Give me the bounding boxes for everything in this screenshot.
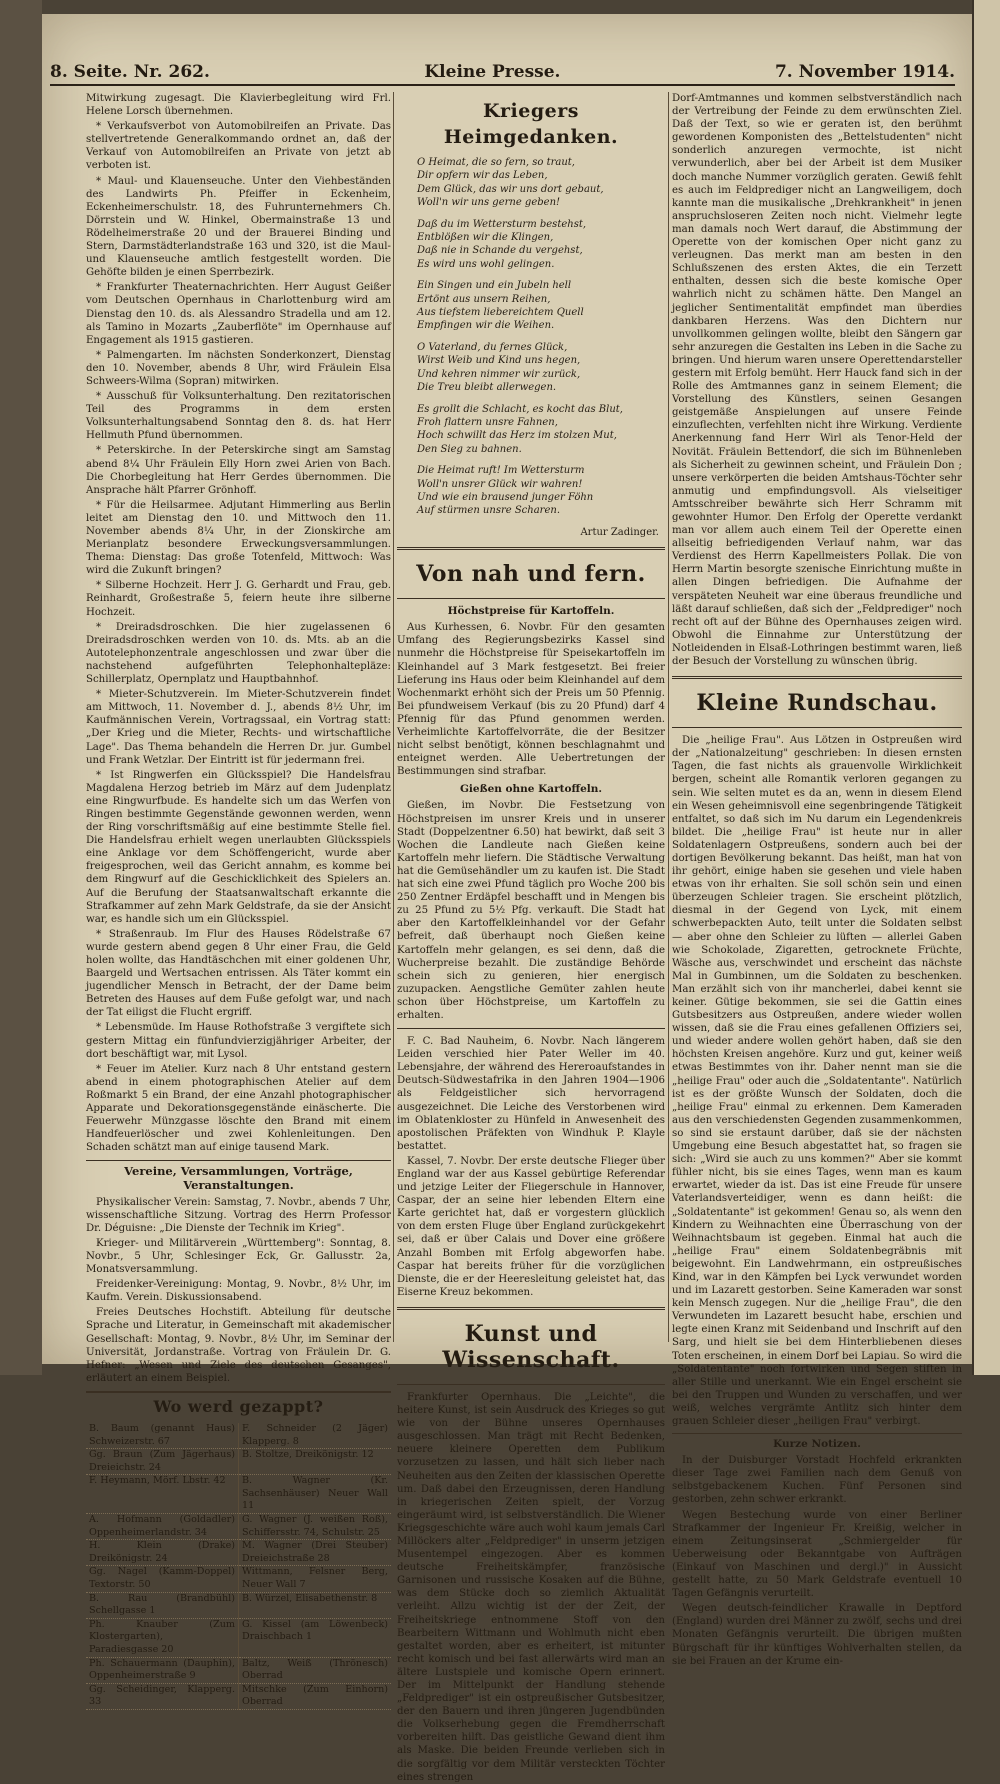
adjacent-page-edge <box>972 0 1000 1375</box>
poem-line: Daß du im Wettersturm bestehst, <box>417 218 587 230</box>
article-text: * Palmengarten. Im nächsten Sonderkonzert, Dienstag den 10. November, abends 8 Uhr, wird Fräulein Elsa Schweers-Wilma (Sopran) mitwirken. <box>86 349 391 387</box>
column-rule <box>668 92 669 1342</box>
poem-line: O Vaterland, du fernes Glück, <box>417 341 568 353</box>
poem-line: Den Sieg zu bahnen. <box>417 443 522 455</box>
poem-title: Kriegers Heimgedanken. <box>443 100 619 148</box>
table-cell: B. Rau (Brandbühl) Schellgasse 1 <box>86 1592 239 1618</box>
article-text: * Ist Ringwerfen ein Glücksspiel? Die Handelsfrau Magdalena Herzog betrieb im März auf dem Judenplatz eine Ringwurfbude. Es handelte sich um das Werfen von Ringen bestimmte Gegenstände gewonnen werden, wenn der Ring vorschriftsmäßig auf eine bestimmte Stelle fiel. Die Handelsfrau erhielt wegen unerlaubten Glücksspiels eine Anklage vor dem Schöffengericht, wurde aber freigesprochen, weil das Gericht annahm, es komme bei dem Ringwurf auf die Geschicklichkeit des Spielers an. Auf die Berufung der Staatsanwaltschaft erkannte die Strafkammer auf zehn Mark Geldstrafe, da sie der Ansicht war, es handle sich um ein Glücksspiel. <box>86 769 391 925</box>
section-heading: Kurze Notizen. <box>672 1433 962 1451</box>
poem-line: Froh flattern unsre Fahnen, <box>417 416 558 428</box>
article-text: Aus Kurhessen, 6. Novbr. Für den gesamten Umfang des Regierungsbezirks Kassel sind nunmehr die Höchstpreise für Speisekartoffeln im Kleinhandel auf 3 Mark festgesetzt. Bei freier Lieferung ins Haus oder beim Kleinhandel auf dem Wochenmarkt erhöht sich der Preis um 50 Pfennig. Bei pfundweisem Verkauf (bis zu 20 Pfund) darf 4 Pfennig für das Pfund genommen werden. Verheimlichte Kartoffelvorräte, die der Besitzer nicht selbst benötigt, können beschlagnahmt und enteignet werden. Alle Uebertretungen der Bestimmungen sind strafbar. <box>397 622 665 778</box>
article-text: * Dreiradsdroschken. Die hier zugelassenen 6 Dreiradsdroschken werden von 10. ds. Mts. ab an die Autotelephonzentrale angeschlossen und zwar über die nachstehend aufgeführten Telephonhaltepläze: Schillerplatz, Opernplatz und Hauptbahnhof. <box>86 621 391 686</box>
poem-line: Die Heimat ruft! Im Wettersturm <box>417 465 585 477</box>
poem <box>397 156 665 518</box>
article-text: Dorf-Amtmannes und kommen selbstverständlich nach der Vertreibung der Feinde zu dem erwünschten Ziel. Daß der Text, so wie er geraten ist, den berühmt gewordenen Komponisten des „Bettelstudenten" nicht sonderlich anzuregen vermochte, ist nicht verwunderlich, aber bei der Arbeit ist dem Musiker doch manche Nummer vorzüglich geraten. Gewiß fehlt es auch im Feldprediger nicht an Langweiligem, doch kannte man die musikalische „Drehkrankheit" in jenen anspruchsloseren Zeiten noch nicht. Vielmehr legte man damals noch Wert darauf, die Abstimmung der Operette von der komischen Oper nicht ganz zu verleugnen. Das merkt man am besten in den Schlußszenen des ersten Aktes, die ein Terzett enthalten, dessen sich die beste komische Oper wahrlich nicht zu schämen hätte. Den Mangel an jeglicher Sentimentalität empfindet man überdies dankbaren Herzens. Was den Dichtern nur unvollkommen gelingen wollte, bleibt den Sängern gar sehr anzuregen die Gestalten ins Leben in die Sache zu bringen. Und hierum waren unsere Operettendarsteller gestern mit Erfolg bemüht. Herr Hauck fand sich in der Rolle des Amtmannes ganz in seinem Element; die Vorstellung des Künstlers, seinen Gesangen geistgemäße Anspielungen auf unsere Feinde einzuflechten, verfehlten nicht ihre Wirkung. Verdiente Anerkennung fand Herr Wirl als Tenor-Held der Novität. Fräulein Bettendorf, die sich im Bühnenleben als Sicherheit zu gewinnen scheint, und Fräulein Don ; unsere verkörperten die beiden Amtshaus-Töchter sehr anmutig und empfindungsvoll. Als vielseitiger Amtsschreiber bewährte sich Herr Schramm mit gewohnter Humor. Den Erfolg der Operette verdankt man vor allem auch einem Teil der Operette einen allseitig befriedigenden Verlauf nahm, war das Verdienst des Herrn Kapellmeisters Pollak. Die von Herrn Martin besorgte szenische Einrichtung mußte in allen Dingen befriedigen. Die Aufnahme der verspäteten Neuheit war eine überaus freundliche und läßt darauf schließen, daß sich der „Feldprediger" noch recht oft auf der Bühne des Opernhauses zeigen wird. Obwohl die Einnahme zur Unterstützung der Notleidenden in Elsaß-Lothringen bestimmt waren, ließ der Besuch der Vorstellung zu wünschen übrig. <box>672 93 962 668</box>
table-row <box>86 1540 391 1566</box>
article-text: Wegen deutsch-feindlicher Krawalle in Deptford (England) wurden drei Männer zu zwölf, sechs und drei Monaten Gefängnis verurteilt. Die übrigen mußten Bürgschaft für ihr künftiges Wohlverhalten stellen, da sie bei Frauen an der Krume ein- <box>672 1603 962 1667</box>
article-text: * Silberne Hochzeit. Herr J. G. Gerhardt und Frau, geb. Reinhardt, Großestraße 5, feiern heute ihre silberne Hochzeit. <box>86 580 391 618</box>
section-heading: Von nah und fern. <box>416 561 646 588</box>
table-row <box>86 1475 391 1514</box>
table-cell: B. Würzel, Elisabethenstr. 8 <box>239 1592 392 1618</box>
poem-line: Ein Singen und ein Jubeln hell <box>417 280 572 292</box>
table-cell: M. Wagner (Drei Steuber) Dreieichstraße 28 <box>239 1540 392 1566</box>
article-text: Mitwirkung zugesagt. Die Klavierbegleitung wird Frl. Helene Lorsch übernehmen. <box>86 93 391 118</box>
table-row <box>86 1592 391 1618</box>
poem-stanza <box>417 156 665 210</box>
article-text: Wegen Bestechung wurde von einer Berliner Strafkammer der Ingenieur Fr. Kreißig, welcher in einem Zeitungsinserat „Schmiergelder für Ueberweisung oder Bekanntgabe von Aufträgen (Einkauf von Maschinen und dergl.)" in Aussicht gestellt hatte, zu 50 Mark Geldstrafe eventuell 10 Tagen Gefängnis verurteilt. <box>672 1509 962 1600</box>
poem-line: Daß nie in Schande du vergehst, <box>417 245 583 257</box>
table-cell: G. Wagner (J. weißen Roß), Schiffersstr. 74, Schulstr. 25 <box>239 1514 392 1540</box>
poem-line: Es wird uns wohl gelingen. <box>417 258 555 270</box>
table-cell: Gg. Scheidinger, Klapperg. 33 <box>86 1683 239 1709</box>
poem-line: O Heimat, die so fern, so traut, <box>417 157 575 168</box>
table-cell: Baltz, Weiß (Thrönesch) Oberrad <box>239 1657 392 1683</box>
article-text: * Mieter-Schutzverein. Im Mieter-Schutzverein findet am Mittwoch, 11. November d. J., abends 8½ Uhr, im Kaufmännischen Verein, Vortragssaal, ein Vortrag statt: „Der Krieg und die Mieter, Rechts- und wirtschaftliche Lage". Das Thema behandeln die Herren Dr. jur. Gumbel und Frank Wetzlar. Der Eintritt ist für jedermann frei. <box>86 689 391 766</box>
table-row <box>86 1618 391 1657</box>
article-text: * Für die Heilsarmee. Adjutant Himmerling aus Berlin leitet am Dienstag den 10. und Mittwoch den 11. November abends 8¼ Uhr, in der Zionskirche am Merianplatz besondere Erweckungsversammlungen. Thema: Dienstag: Das große Totenfeld, Mittwoch: Was wird die Zukunft bringen? <box>86 499 391 577</box>
article-text: Kassel, 7. Novbr. Der erste deutsche Flieger über England war der aus Kassel gebürtige Referendar und jetzige Leiter der Fliegerschule in Hannover, Caspar, der an seine hier lebenden Eltern eine Karte gerichtet hat, daß er vorgestern glücklich von dem ersten Fluge über England zurückgekehrt sei, daß er über Calais und Dover eine größere Anzahl Bomben mit Erfolg abgeworfen habe. Caspar hat bereits früher für die vorzüglichen Dienste, die er der Heeresleitung geleistet hat, das Eiserne Kreuz bekommen. <box>397 1155 665 1298</box>
poem-line: Und kehren nimmer wir zurück, <box>417 368 581 380</box>
table-row <box>86 1657 391 1683</box>
poem-stanza <box>417 341 665 395</box>
poem-stanza <box>417 279 665 333</box>
table-cell: Gg. Braun (Zum Jägerhaus) Dreieichstr. 24 <box>86 1449 239 1475</box>
section-heading: Kunst und Wissenschaft. <box>442 1320 620 1373</box>
article-text: Die „heilige Frau". Aus Lötzen in Ostpreußen wird der „Nationalzeitung" geschrieben: In diesen ernsten Tagen, die fast nichts als grauenvolle Wirklichkeit bergen, scheint alle Romantik verloren gegangen zu sein. Wie selten mutet es da an, wenn in diesem Elend ein Wesen geheimnisvoll eine segenbringende Tätigkeit entfaltet, so daß sich im Nu darum ein Legendenkreis bildet. Die „heilige Frau" ist heute nur in aller Soldatenlagern Ostpreußens, sondern auch bei der dortigen Bevölkerung bekannt. Das heißt, man hat von ihr gehört, einige haben sie gesehen und viele haben etwas von ihr erhalten. Sie soll schön sein und einen überzeugen Schleier tragen. Sie erscheint plötzlich, diesmal in der Gegend von Lyck, mit einem schwerbepackten Auto, teilt unter die Soldaten selbst — aber ohne den Schleier zu lüften — allerlei Gaben wie Schokolade, Zigaretten, getrocknete Früchte, Wäsche aus, verschwindet und erscheint das nächste Mal in Gumbinnen, um die Soldaten zu beschenken. Man erzählt sich von ihr mancherlei, dabei kennt sie keiner. Gütige bekommen, sie sei die Gattin eines Gutsbesitzers aus Ostpreußen, andere wieder wollen wissen, daß sie die Frau eines gefallenen Offiziers sei, und wieder andere wollen gehört haben, daß sie den höchsten Kreisen angehöre. Kurz und gut, keiner weiß etwas Bestimmtes von ihr. Daher nennt man sie die „heilige Frau" oder auch die „Soldatentante". Natürlich ist es der größte Wunsch der Soldaten, doch die „heilige Frau" einmal zu erkennen. Dem Kameraden aus den verschiedensten Gegenden zusammenkommen, so sind sie erstaunt darüber, daß sie der nächsten Umgebung eine Besuch abgestattet hat, so fragen sie sich: „Wird sie auch zu uns kommen?" Aber sie kommt fühler nicht, bis sie eines Tages, wenn man es kaum erwartet, wieder da ist. Das ist eine Freude für unsere Vaterlandsverteidiger, wenn es dann heißt: die „Soldatentante" ist gekommen! Genau so, als wenn den Kindern zu Weihnachten eine Überraschung von der Weihnachtsbaum ist gegeben. Einmal hat auch die „heilige Frau" einem Soldatenbegräbnis mit beigewohnt. Ein Landwehrmann, ein ostpreußisches Kind, war in den Kämpfen bei Lyck verwundet worden und im Lazarett gestorben. Seine Kameraden war sonst kein Mensch zugegen. Nur die „heilige Frau", die den Verwundeten im Lazarett besucht habe, erschien und legte einen Kranz mit Seidenband und Inschrift auf den Sarg, und hielt sie bei dem Hinterbliebenen dieses Toten erscheinen, in einem Dorf bei Lapiau. So wird die „Soldatentante" noch fortwirken und Segen stiften in aller Stille und unerkannt. Wie ein Engel erscheint sie bei den Truppen und Wunden zu verschaffen, und wer weiß, welches vergrämte Antlitz sich hinter dem grauen Schleier dieser „heiligen Frau" verbirgt. <box>672 735 962 1427</box>
article-text: * Frankfurter Theaternachrichten. Herr August Geißer vom Deutschen Opernhaus in Charlottenburg wird am Dienstag den 10. ds. als Alessandro Stradella und am 12. als Tamino in Mozarts „Zauberflöte" im Opernhause auf Engagement als 1915 gastieren. <box>86 282 391 346</box>
section-heading: Kleine Rundschau. <box>696 690 938 717</box>
table-cell: Ph. Schauermann (Dauphin), Oppenheimerstraße 9 <box>86 1657 239 1683</box>
poem-line: Empfingen wir die Weihen. <box>417 320 555 332</box>
column-1 <box>86 92 391 1708</box>
article-text: In der Duisburger Vorstadt Hochfeld erkrankten dieser Tage zwei Familien nach dem Genuß von selbstgebackenem Kuchen. Fünf Personen sind gestorben, zehn schwer erkrankt. <box>672 1455 962 1506</box>
poem-line: Es grollt die Schlacht, es kocht das Blut, <box>417 403 623 415</box>
event-notice: Krieger- und Militärverein „Württemberg": Sonntag, 8. Novbr., 5 Uhr, Schlesinger Eck, Gr. Gallusstr. 2a, Monatsversammlung. <box>86 1237 391 1276</box>
table-cell: B. Baum (genannt Haus) Schweizerstr. 67 <box>86 1423 239 1449</box>
table-cell: A. Hofmann (Goldadler) Oppenheimerlandstr. 34 <box>86 1514 239 1540</box>
section-heading: Wo werd gezappt? <box>86 1391 391 1417</box>
article-text: F. C. Bad Nauheim, 6. Novbr. Nach längerem Leiden verschied hier Pater Weller im 40. Lebensjahre, der während des Hereroaufstandes in Deutsch-Südwestafrika in den Jahren 1904—1906 als Feldgeistlicher sich hervorragend ausgezeichnet. Die Leiche des Verstorbenen wird im Oblatenkloster zu Hünfeld in Anwesenheit des apostolischen Präfekten von Windhuk P. Klayle bestattet. <box>397 1036 665 1152</box>
poem-stanza <box>417 403 665 457</box>
column-3 <box>672 92 962 1667</box>
table-row <box>86 1514 391 1540</box>
column-rule <box>393 92 394 1342</box>
event-notice: Physikalischer Verein: Samstag, 7. Novbr., abends 7 Uhr, wissenschaftliche Sitzung. Vortrag des Herrn Professor Dr. Déguisne: „Die Dienste der Technik im Krieg". <box>86 1196 391 1234</box>
paper-name: Kleine Presse. <box>424 62 561 82</box>
table-cell: Wittmann, Felsner Berg, Neuer Wall 7 <box>239 1566 392 1592</box>
column-2 <box>397 92 665 1783</box>
poem-stanza <box>417 218 665 272</box>
section-heading: Vereine, Versammlungen, Vorträge, Veranstaltungen. <box>86 1160 391 1191</box>
table-cell: B. Wagner (Kr. Sachsenhäuser) Neuer Wall 11 <box>239 1475 392 1514</box>
event-notice: Freidenker-Vereinigung: Montag, 9. Novbr., 8½ Uhr, im Kaufm. Verein. Diskussionsabend. <box>86 1279 391 1304</box>
article-text: * Lebensmüde. Im Hause Rothofstraße 3 vergiftete sich gestern Mittag ein fünfundvierzigjähriger Arbeiter, der dort beschäftigt war, mit Lysol. <box>86 1022 391 1060</box>
table-cell: F. Schneider (2 Jäger) Klapperg. 8 <box>239 1423 392 1449</box>
poem-line: Hoch schwillt das Herz im stolzen Mut, <box>417 430 617 442</box>
poem-line: Ertönt aus unsern Reihen, <box>417 293 551 305</box>
poem-line: Dir opfern wir das Leben, <box>417 170 548 182</box>
article-heading: Gießen ohne Kartoffeln. <box>459 783 603 796</box>
issue-date: 7. November 1914. <box>774 62 955 82</box>
poem-author: Artur Zadinger. <box>580 526 659 538</box>
article-text: Gießen, im Novbr. Die Festsetzung von Höchstpreisen im unsrer Kreis und in unserer Stadt (Doppelzentner 6.50) hat bewirkt, daß seit 3 Wochen die Landleute nach Gießen keine Kartoffeln mehr liefern. Die Städtische Verwaltung hat die Gemüsehändler um zu kaufen ist. Die Stadt hat sich eine zwei Pfund täglich pro Woche 200 bis 250 Zentner Erdäpfel beschafft und in Mengen bis zu 25 Pfund zu 5½ Pfg. verkauft. Die Stadt hat aber den Kartoffelkleinhandel vor der Gefahr befreit, daß überhaupt noch Gießen keine Kartoffeln mehr gelangen, es sei denn, daß die Wucherpreise bezahlt. Die zuständige Behörde schein sich zu genieren, hier energisch zuzupacken. Aengstliche Gemüter zahlen heute schon über Höchstpreise, um Kartoffeln zu erhalten. <box>397 800 665 1021</box>
poem-line: Entblößen wir die Klingen, <box>417 232 554 244</box>
table-row <box>86 1449 391 1475</box>
article-text: * Straßenraub. Im Flur des Hauses Rödelstraße 67 wurde gestern abend gegen 8 Uhr einer Frau, die Geld holen wollte, das Handtäschchen mit einer goldenen Uhr, Baargeld und Wertsachen entrissen. Als Täter kommt ein jugendlicher Mensch in Betracht, der der Dame beim Betreten des Hauses auf dem Fuße gefolgt war, und nach der Tat eiligst die Flucht ergriff. <box>86 928 391 1019</box>
table-cell: B. Stoltze, Dreikönigstr. 12 <box>239 1449 392 1475</box>
masthead <box>50 60 955 86</box>
poem-line: Aus tiefstem liebereichtem Quell <box>417 307 584 319</box>
poem-line: Und wie ein brausend junger Föhn <box>417 491 594 503</box>
poem-stanza <box>417 464 665 518</box>
poem-line: Woll'n unsrer Glück wir wahren! <box>417 478 583 490</box>
table-cell: Gg. Nagel (Kamm-Doppel) Textorstr. 50 <box>86 1566 239 1592</box>
poem-line: Dem Glück, das wir uns dort gebaut, <box>417 183 604 195</box>
poem-line: Auf stürmen unsre Scharen. <box>417 505 560 517</box>
poem-line: Die Treu bleibt allerwegen. <box>417 382 557 394</box>
article-text: Frankfurter Opernhaus. Die „Leichte", die heitere Kunst, ist sein Ausdruck des Krieges so gut wie von der Bühne unseres Opernhauses ausgeschlossen. Man trägt mit Recht Bedenken, neuere kleinere Operetten dem Publikum vorzusetzen zu lassen, und hält sich lieber nach Neuheiten aus den Zeiten der klassischen Operette um. Daß dabei den Erzeugnissen, deren Handlung in kriegerischen Zeiten spielt, der Vorzug eingeräumt wird, ist selbstverständlich. Die Wiener Kriegsgeschichte wäre auch wohl kaum jemals Carl Millöckers alter „Feldprediger" in unserm jetzigen Musentempel eingezogen. Aber es kommen deutsche Freiheitskämpfer, französische Garnisonen und russische Kosaken auf die Bühne, was dem Stücke doch so ziemlich Aktualität verleiht. Allzu wichtig ist der der Zeit, der Freiheitskriege entnommene Stoff von den Bearbeitern Wittmann und Wohlmuth nicht eben gestaltet worden, aber es erheitert, ist mitunter recht komisch und bei fast allerwärts wird man an ältere Lustspiele und komische Opern erinnert. Der im Mittelpunkt der Handlung stehende „Feldprediger" ist ein ostpreußischer Gutsbesitzer, der den Bauern und ihren jüngeren Jugendbünden die Volkserhebung gegen die Fremdherrschaft vorbereiten hilft. Das geistliche Gewand dient ihm als Maske. Die beiden Freunde verlieben sich in die sorgfältig vor dem Militär versteckten Töchter eines strengen <box>397 1391 665 1783</box>
poem-line: Woll'n wir uns gerne geben! <box>417 197 561 209</box>
table-cell: Ph. Knauber (Zum Klostergarten), Paradiesgasse 20 <box>86 1618 239 1657</box>
article-text: * Peterskirche. In der Peterskirche singt am Samstag abend 8¼ Uhr Fräulein Elly Horn zwei Arien von Bach. Die Chorbegleitung hat Herr Gerdes übernommen. Die Ansprache hält Pfarrer Grönhoff. <box>86 445 391 496</box>
table-cell: G. Kissel (am Löwenbeck) Draischbach 1 <box>239 1618 392 1657</box>
article-text: * Ausschuß für Volksunterhaltung. Den rezitatorischen Teil des Programms in dem ersten Volksunterhaltungsabend Sonntag den 8. ds. hat Herr Hellmuth Pfund übernommen. <box>86 391 391 442</box>
table-row <box>86 1423 391 1449</box>
table-cell: F. Heymann, Mörf. Lbstr. 42 <box>86 1475 239 1514</box>
table-row <box>86 1566 391 1592</box>
table-cell: Mitschke (Zum Einhorn) Oberrad <box>239 1683 392 1709</box>
scan-left-margin <box>0 0 42 1375</box>
event-notice: Freies Deutsches Hochstift. Abteilung für deutsche Sprache und Literatur, in Gemeinschaft mit akademischer Gesellschaft: Montag, 9. Novbr., 8½ Uhr, im Seminar der Universität, Jordanstraße. Vortrag von Fräulein Dr. G. Hefner: „Wesen und Ziele des deutschen Gesanges", erläutert an einem Beispiel. <box>86 1307 391 1384</box>
table-row <box>86 1683 391 1709</box>
article-text: * Feuer im Atelier. Kurz nach 8 Uhr entstand gestern abend in einem photographischen Atelier auf dem Roßmarkt 5 ein Brand, der eine Anzahl photographischer Apparate und Dekorationsgegenstände einäscherte. Die Feuerwehr Münzgasse löschte den Brand mit einem Handfeuerlöscher und zwei Kohlenleitungen. Den Schaden schätzt man auf einige tausend Mark. <box>86 1063 391 1154</box>
article-text: * Verkaufsverbot von Automobilreifen an Private. Das stellvertretende Generalkommando ordnet an, daß der Verkauf von Automobilreifen an Private von jetzt ab verboten ist. <box>86 121 391 172</box>
table-cell: H. Klein (Drake) Dreikönigstr. 24 <box>86 1540 239 1566</box>
article-heading: Höchstpreise für Kartoffeln. <box>447 605 615 618</box>
page-number: 8. Seite. Nr. 262. <box>50 62 210 82</box>
article-text: * Maul- und Klauenseuche. Unter den Viehbeständen des Landwirts Ph. Pfeiffer in Eckenheim, Eckenheimerschulstr. 18, des Fuhrunternehmers Ch. Dörrstein und W. Hinkel, Obermainstraße 13 und Rödelheimerstraße 20 und der Brauerei Binding und Stern, Darmstädterlandstraße 163 und 320, ist die Maul- und Klauenseuche amtlich festgestellt worden. Die Gehöfte bilden je einen Sperrbezirk. <box>86 175 391 279</box>
tavern-list <box>86 1423 391 1710</box>
poem-line: Wirst Weib und Kind uns hegen, <box>417 355 581 367</box>
